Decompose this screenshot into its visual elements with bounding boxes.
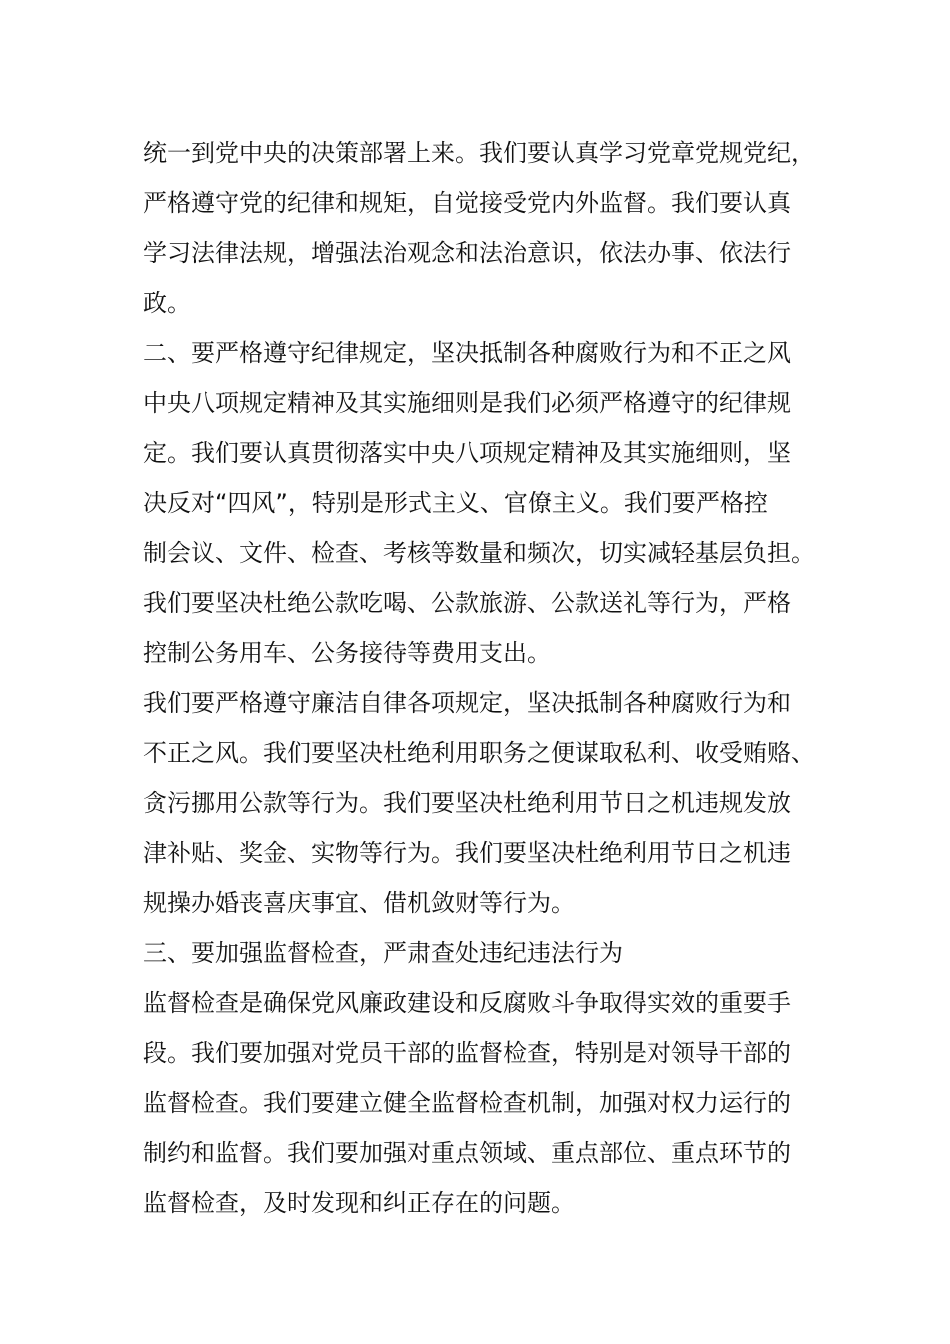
text-line: 制会议、文件、检查、考核等数量和频次，切实减轻基层负担。 [143,539,815,567]
text-line: 我们要严格遵守廉洁自律各项规定，坚决抵制各种腐败行为和 [143,689,791,717]
text-line: 决反对“四风”，特别是形式主义、官僚主义。我们要严格控 [143,489,768,517]
text-line: 我们要坚决杜绝公款吃喝、公款旅游、公款送礼等行为，严格 [143,589,791,617]
text-line: 制约和监督。我们要加强对重点领域、重点部位、重点环节的 [143,1139,791,1167]
text-line: 规操办婚丧喜庆事宜、借机敛财等行为。 [143,889,575,917]
section-heading: 二、要严格遵守纪律规定，坚决抵制各种腐败行为和不正之风 [143,339,791,367]
section-heading: 三、要加强监督检查，严肃查处违纪违法行为 [143,939,623,967]
text-line: 监督检查是确保党风廉政建设和反腐败斗争取得实效的重要手 [143,989,791,1017]
text-line: 控制公务用车、公务接待等费用支出。 [143,639,551,667]
text-line: 统一到党中央的决策部署上来。我们要认真学习党章党规党纪， [143,139,815,167]
text-line: 监督检查，及时发现和纠正存在的问题。 [143,1189,575,1217]
text-line: 严格遵守党的纪律和规矩，自觉接受党内外监督。我们要认真 [143,189,791,217]
text-line: 定。我们要认真贯彻落实中央八项规定精神及其实施细则，坚 [143,439,791,467]
text-line: 中央八项规定精神及其实施细则是我们必须严格遵守的纪律规 [143,389,791,417]
text-line: 不正之风。我们要坚决杜绝利用职务之便谋取私利、收受贿赂、 [143,739,815,767]
text-line: 监督检查。我们要建立健全监督检查机制，加强对权力运行的 [143,1089,791,1117]
text-line: 学习法律法规，增强法治观念和法治意识，依法办事、依法行 [143,239,791,267]
text-line: 贪污挪用公款等行为。我们要坚决杜绝利用节日之机违规发放 [143,789,791,817]
document-body [143,128,823,1228]
text-line: 津补贴、奖金、实物等行为。我们要坚决杜绝利用节日之机违 [143,839,791,867]
text-line: 段。我们要加强对党员干部的监督检查，特别是对领导干部的 [143,1039,791,1067]
text-line: 政。 [143,289,191,317]
